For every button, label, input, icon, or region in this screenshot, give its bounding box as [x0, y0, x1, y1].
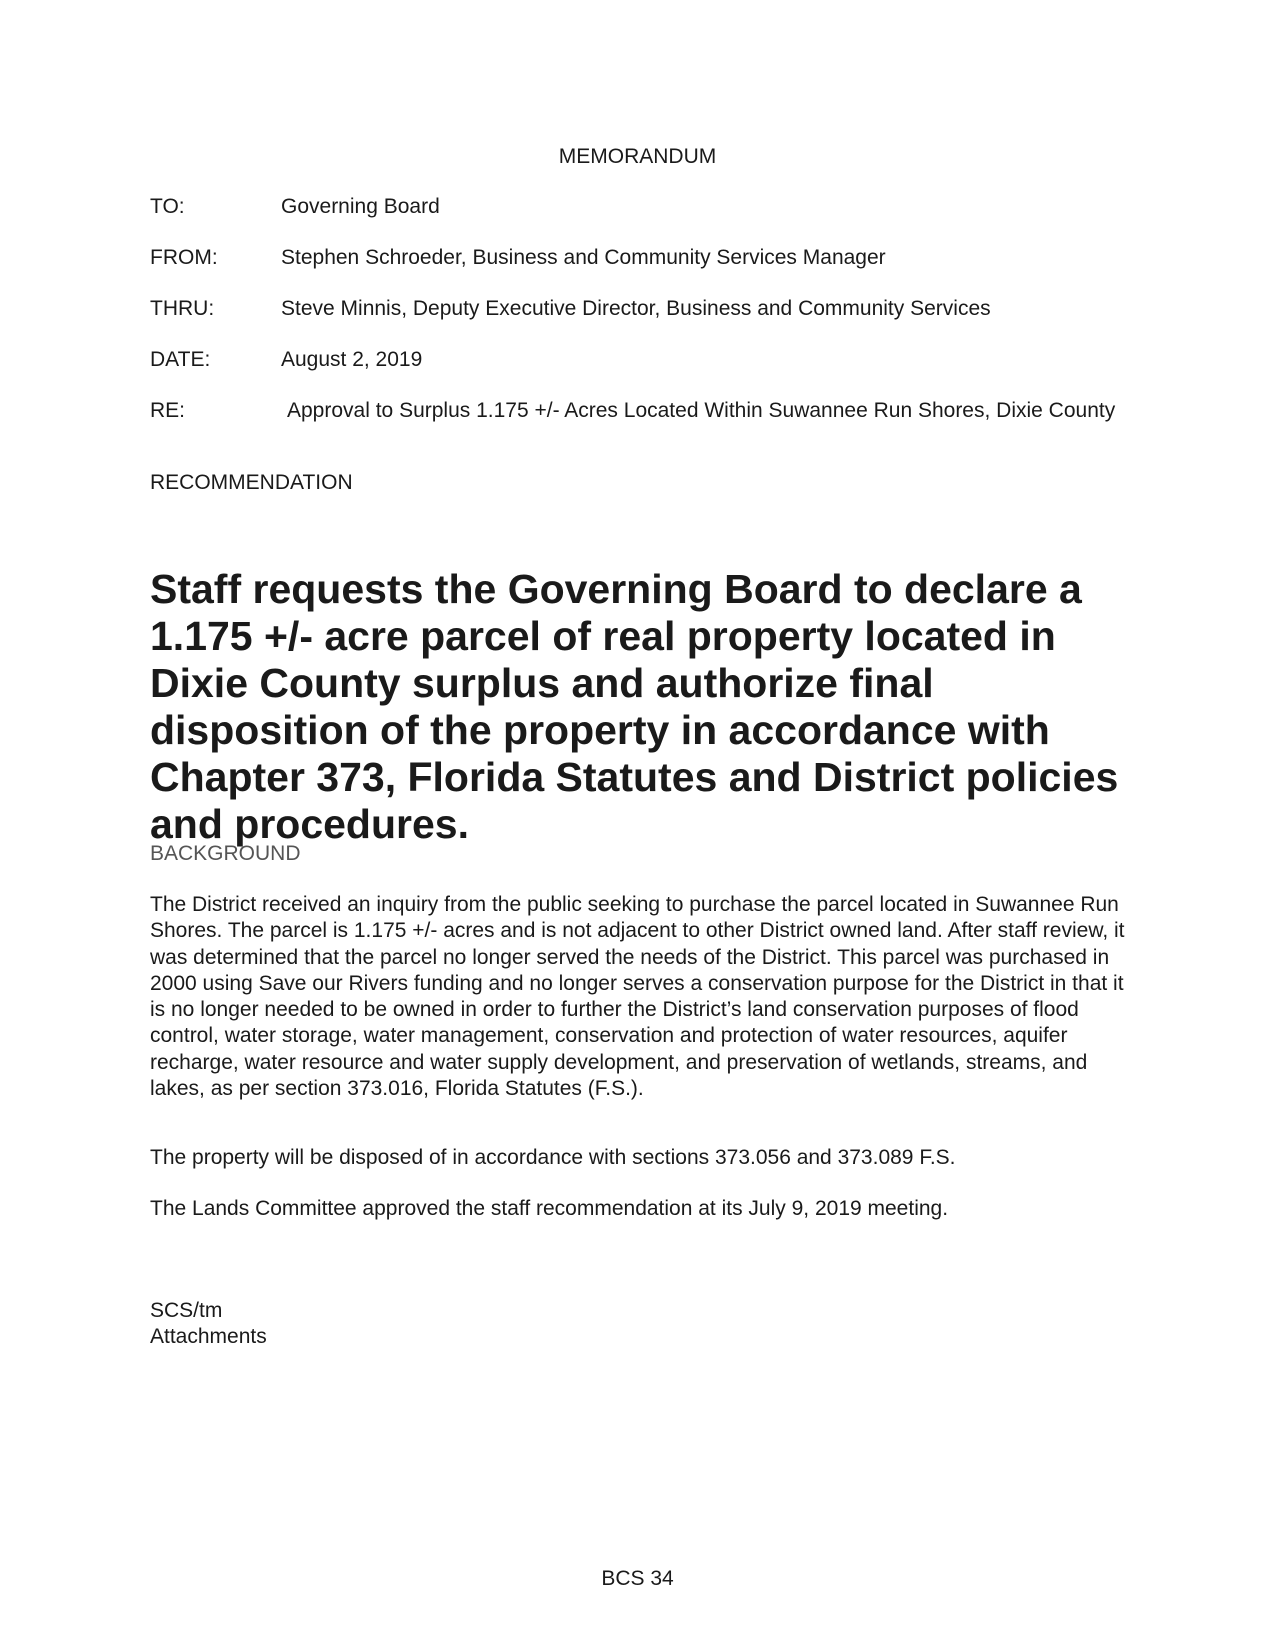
page-footer: BCS 34 — [601, 1567, 674, 1590]
date-value: August 2, 2019 — [281, 348, 423, 371]
background-heading: BACKGROUND — [150, 842, 301, 865]
date-label: DATE: — [150, 348, 211, 371]
thru-label: THRU: — [150, 297, 215, 320]
to-label: TO: — [150, 195, 185, 218]
thru-value: Steve Minnis, Deputy Executive Director, Business and Community Services — [281, 297, 991, 320]
background-paragraph: The Lands Committee approved the staff recommendation at its July 9, 2019 meeting. — [150, 1197, 949, 1220]
re-value: Approval to Surplus 1.175 +/- Acres Located Within Suwannee Run Shores, Dixie County — [287, 399, 1116, 422]
closing-block — [150, 1298, 267, 1350]
background-paragraph: The District received an inquiry from the public seeking to purchase the parcel located in Suwannee Run Shores. The parcel is 1.175 +/- acres and is not adjacent to other District owned land. After staff review, it was determined that the parcel no longer served the needs of the District. This parcel was purchased in 2000 using Save our Rivers funding and no longer serves a conservation purpose for the District in that it is no longer needed to be owned in order to further the District’s land conservation purposes of flood control, water storage, water management, conservation and protection of water resources, aquifer recharge, water resource and water supply development, and preservation of wetlands, streams, and lakes, as per section 373.016, Florida Statutes (F.S.). — [150, 893, 1125, 1101]
re-label: RE: — [150, 399, 186, 422]
background-paragraph: The property will be disposed of in accordance with sections 373.056 and 373.089 F.S. — [150, 1146, 956, 1169]
author-initials: SCS/tm — [150, 1299, 223, 1322]
to-value: Governing Board — [281, 195, 440, 218]
memo-title: MEMORANDUM — [558, 145, 717, 168]
from-value: Stephen Schroeder, Business and Community Services Manager — [281, 246, 886, 269]
recommendation-heading: RECOMMENDATION — [150, 471, 353, 494]
attachments-note: Attachments — [150, 1325, 267, 1348]
from-label: FROM: — [150, 246, 218, 269]
recommendation-text: Staff requests the Governing Board to declare a 1.175 +/- acre parcel of real property located in Dixie County surplus and authorize final disposition of the property in accordance with Chapter 373, Florida Statutes and District policies and procedures. — [150, 566, 1119, 847]
